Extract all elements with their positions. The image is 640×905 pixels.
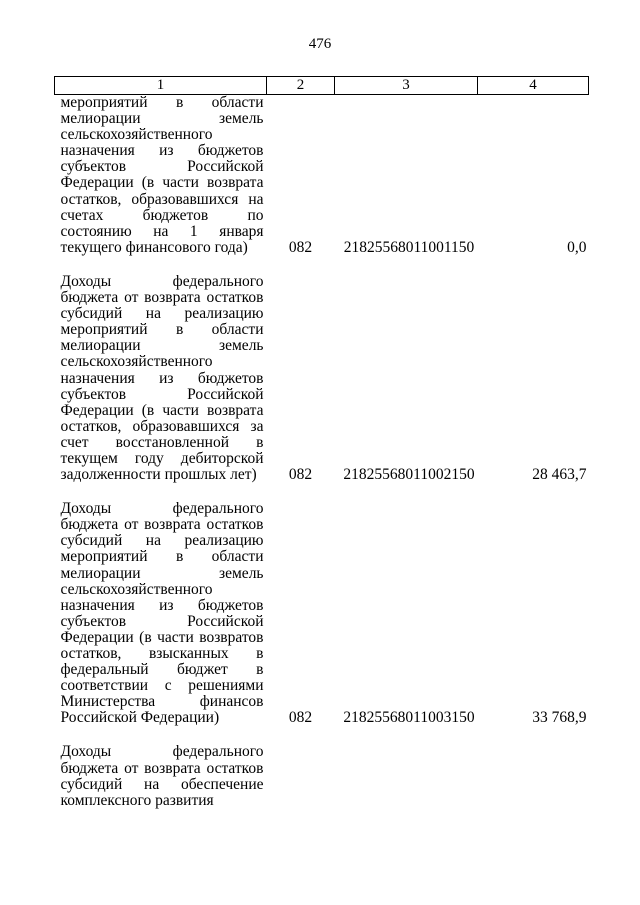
budget-code-cell: 21825568011001150 <box>343 238 475 256</box>
description-line: соответствии с решениями <box>60 677 264 695</box>
description-line: сельскохозяйственного <box>60 126 213 144</box>
column-header-1: 1 <box>55 77 267 95</box>
description-line: Российской Федерации) <box>60 709 220 727</box>
description-line: назначения из бюджетов <box>60 142 264 160</box>
table-header <box>55 77 589 95</box>
description-line: мелиорации земель <box>60 564 264 582</box>
amount-cell: 28 463,7 <box>532 466 587 484</box>
page-number: 476 <box>308 36 332 52</box>
description-line: Федерации (в части возврата <box>60 174 264 192</box>
row-spacer <box>55 256 589 274</box>
row-spacer <box>55 483 589 501</box>
description-line: субъектов Российской <box>60 158 264 176</box>
amount-cell: 0,0 <box>567 238 587 256</box>
description-line: Доходы федерального <box>60 743 264 761</box>
description-line: комплексного развития <box>60 791 214 809</box>
description-line: назначения из бюджетов <box>60 596 264 614</box>
admin-code-cell: 082 <box>288 238 313 256</box>
budget-code-cell: 21825568011002150 <box>343 466 475 484</box>
amount-cell <box>478 744 589 808</box>
description-line: назначения из бюджетов <box>60 369 264 387</box>
description-line: счетах бюджетов по <box>60 206 264 224</box>
description-line: субсидий на реализацию <box>60 532 264 550</box>
budget-code-cell <box>335 744 478 808</box>
description-line: задолженности прошлых лет) <box>60 466 257 484</box>
description-line: текущего финансового года) <box>60 238 248 256</box>
description-line: сельскохозяйственного <box>60 580 213 598</box>
description-line: сельскохозяйственного <box>60 353 213 371</box>
table-body <box>55 95 589 809</box>
description-line: федеральный бюджет в <box>60 661 264 679</box>
description-line: бюджета от возврата остатков <box>60 516 264 534</box>
revenue-table <box>54 76 589 809</box>
budget-code-cell: 21825568011003150 <box>343 709 475 727</box>
description-line: Министерства финансов <box>60 693 264 711</box>
description-line: Доходы федерального <box>60 500 264 518</box>
row-spacer <box>55 726 589 744</box>
description-line: бюджета от возврата остатков <box>60 289 264 307</box>
column-header-4: 4 <box>478 77 589 95</box>
admin-code-cell: 082 <box>288 466 313 484</box>
description-cell <box>55 95 267 256</box>
table-row <box>55 744 589 808</box>
description-line: мероприятий в области <box>60 321 264 339</box>
description-line: бюджета от возврата остатков <box>60 759 264 777</box>
description-line: мелиорации земель <box>60 110 264 128</box>
description-cell <box>55 744 267 808</box>
description-line: субсидий на обеспечение <box>60 775 264 793</box>
description-line: остатков, образовавшихся на <box>60 190 264 208</box>
description-cell <box>55 274 267 483</box>
admin-code-cell <box>267 744 335 808</box>
description-line: субсидий на реализацию <box>60 305 264 323</box>
admin-code-cell: 082 <box>288 709 313 727</box>
description-line: Доходы федерального <box>60 272 264 290</box>
description-line: субъектов Российской <box>60 612 264 630</box>
description-line: счет восстановленной в <box>60 433 264 451</box>
description-line: мероприятий в области <box>60 548 264 566</box>
description-line: состоянию на 1 января <box>60 222 264 240</box>
column-header-2: 2 <box>267 77 335 95</box>
table-row <box>55 95 589 256</box>
description-line: мелиорации земель <box>60 337 264 355</box>
table-row <box>55 274 589 483</box>
description-line: текущем году дебиторской <box>60 449 264 467</box>
table-row <box>55 501 589 726</box>
description-cell <box>55 501 267 726</box>
amount-cell: 33 768,9 <box>532 709 587 727</box>
column-header-3: 3 <box>335 77 478 95</box>
description-line: мероприятий в области <box>60 94 264 111</box>
description-line: остатков, взысканных в <box>60 645 264 662</box>
description-line: Федерации (в части возврата <box>60 401 264 419</box>
description-line: субъектов Российской <box>60 385 264 403</box>
description-line: Федерации (в части возвратов <box>60 628 264 646</box>
description-line: остатков, образовавшихся за <box>60 417 264 435</box>
